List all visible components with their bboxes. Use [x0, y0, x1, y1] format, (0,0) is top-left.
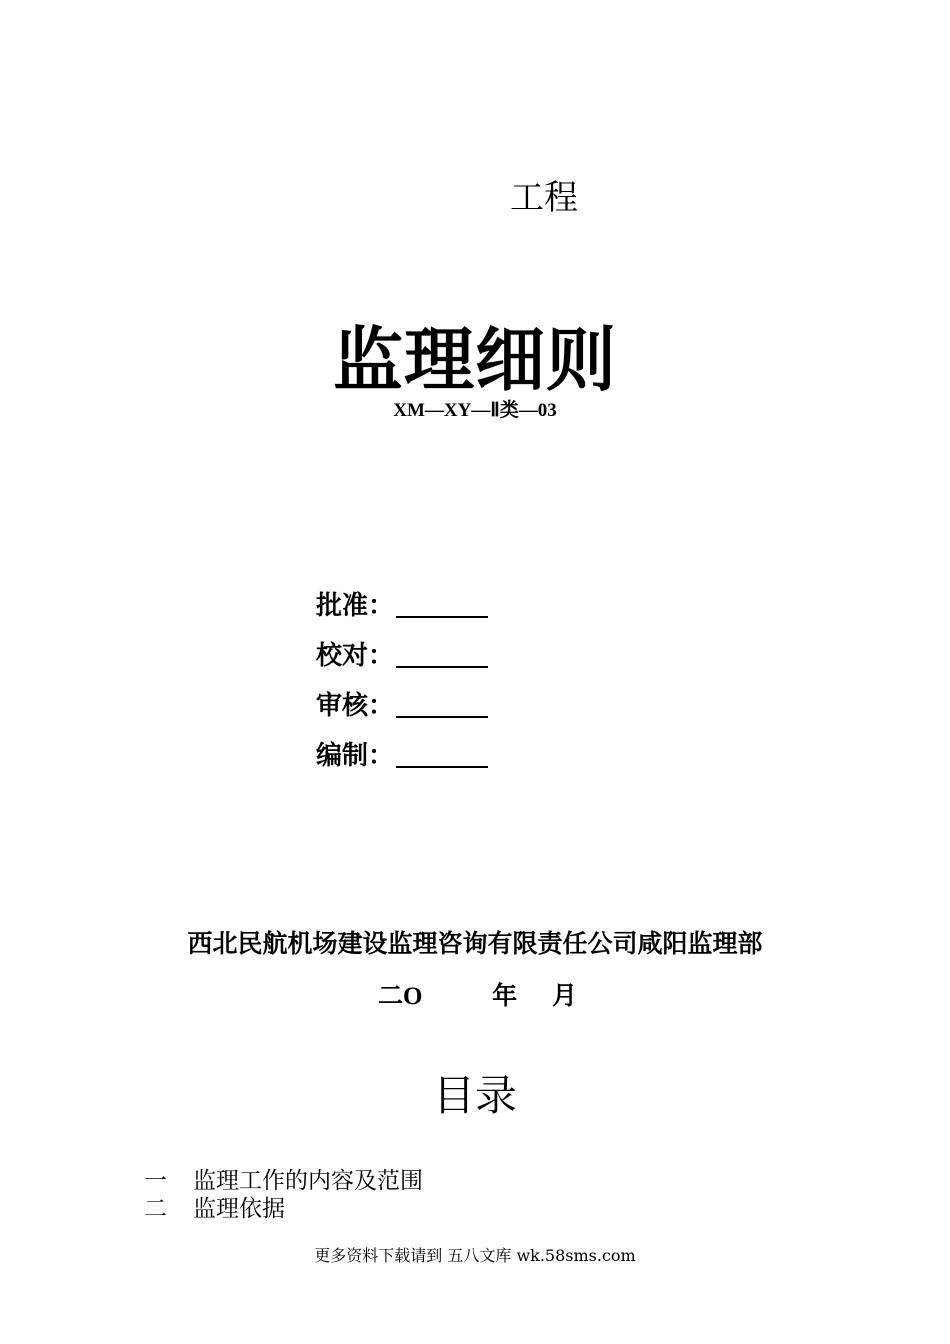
- toc-item[interactable]: [144, 1167, 423, 1195]
- date-year: 年: [492, 981, 518, 1010]
- signature-line: [396, 688, 488, 718]
- approval-row-compile: [316, 728, 576, 778]
- date-prefix: 二: [378, 981, 404, 1010]
- approval-row-review: [316, 678, 576, 728]
- toc-item-number: 二: [144, 1196, 167, 1222]
- approval-label: 编制：: [316, 740, 395, 771]
- approval-label: 审核：: [316, 690, 395, 721]
- signature-line: [396, 738, 488, 768]
- document-title: 监理细则: [333, 319, 617, 401]
- approval-block: [316, 578, 576, 778]
- approval-label: 批准：: [316, 590, 395, 621]
- toc-title: 目录: [432, 1071, 517, 1120]
- toc-item-number: 一: [144, 1168, 167, 1194]
- date-month: 月: [551, 981, 577, 1010]
- date-o: O: [403, 983, 423, 1010]
- signature-line: [396, 588, 488, 618]
- project-label: 工程: [510, 178, 578, 218]
- document-code: XM—XY—Ⅱ类—03: [393, 400, 557, 421]
- signature-line: [396, 638, 488, 668]
- toc-item-text: 监理依据: [193, 1196, 285, 1222]
- approval-row-proofread: [316, 628, 576, 678]
- page-footer: 更多资料下载请到 五八文库 wk.58sms.com: [314, 1246, 636, 1265]
- toc-item-text: 监理工作的内容及范围: [193, 1168, 423, 1194]
- approval-label: 校对：: [316, 640, 395, 671]
- date-line: [378, 980, 577, 1013]
- toc-list: [144, 1167, 423, 1223]
- approval-row-approve: [316, 578, 576, 628]
- toc-item[interactable]: [144, 1195, 423, 1223]
- company-name: 西北民航机场建设监理咨询有限责任公司咸阳监理部: [187, 929, 763, 958]
